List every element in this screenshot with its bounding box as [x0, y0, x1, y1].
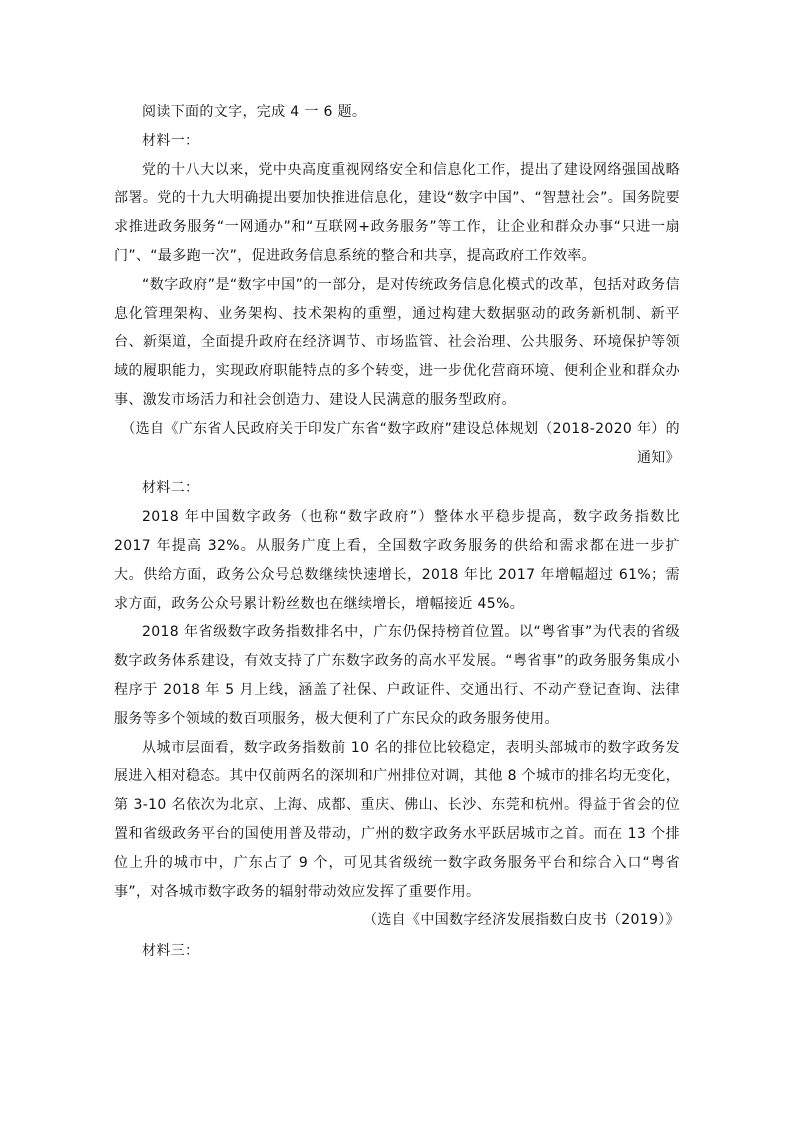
material-one-heading: 材料一：	[142, 132, 200, 149]
material-one-source: （选自《广东省人民政府关于印发广东省“数字政府”建设总体规划（2018-2020 年）的通知》	[121, 420, 680, 466]
material-three-heading: 材料三：	[142, 943, 200, 960]
material-two-heading: 材料二：	[142, 480, 200, 497]
material-two-paragraph-1: 2018 年中国数字政务（也称“数字政府”）整体水平稳步提高，数字政务指数比 2017 年提高 32%。从服务广度上看，全国数字政务服务的供给和需求都在进一步扩大。供给方面，政务公众号总数继续快速增长，2018 年比 2017 年增幅超过 61%；需求方面，政务公众号累计粉丝数也在继续增长，增幅接近 45%。	[114, 509, 680, 612]
material-two-paragraph-2: 2018 年省级数字政务指数排名中，广东仍保持榜首位置。以“粤省事”为代表的省级数字政务体系建设，有效支持了广东数字政务的高水平发展。“粤省事”的政务服务集成小程序于 2018 年 5 月上线，涵盖了社保、户政证件、交通出行、不动产登记查询、法律服务等多个领域的数百项服务，极大便利了广东民众的政务服务使用。	[114, 624, 680, 727]
reading-instruction: 阅读下面的文字，完成 4 一 6 题。	[142, 104, 367, 120]
material-one-paragraph-2: “数字政府”是“数字中国”的一部分，是对传统政务信息化模式的改革，包括对政务信息化管理架构、业务架构、技术架构的重塑，通过构建大数据驱动的政务新机制、新平台、新渠道，全面提升政府在经济调节、市场监管、社会治理、公共服务、环境保护等领域的履职能力，实现政府职能特点的多个转变，进一步优化营商环境、便利企业和群众办事、激发市场活力和社会创造力、建设人民满意的服务型政府。	[114, 276, 680, 408]
material-one-paragraph-1: 党的十八大以来，党中央高度重视网络安全和信息化工作，提出了建设网络强国战略部署。党的十九大明确提出要加快推进信息化，建设“数字中国”、“智慧社会”。国务院要求推进政务服务“一网通办”和“互联网+政务服务”等工作，让企业和群众办事“只进一扇门”、“最多跑一次”，促进政务信息系统的整合和共享，提高政府工作效率。	[114, 161, 680, 264]
material-two-paragraph-3: 从城市层面看，数字政务指数前 10 名的排位比较稳定，表明头部城市的数字政务发展进入相对稳态。其中仅前两名的深圳和广州排位对调，其他 8 个城市的排名均无变化，第 3-10 名依次为北京、上海、成都、重庆、佛山、长沙、东莞和杭州。得益于省会的位置和省级政务平台的国使用普及带动，广州的数字政务水平跃居城市之首。而在 13 个排位上升的城市中，广东占了 9 个，可见其省级统一数字政务服务平台和综合入口“粤省事”，对各城市数字政务的辐射带动效应发挥了重要作用。	[114, 739, 680, 900]
material-two-source: （选自《中国数字经济发展指数白皮书（2019）》	[362, 912, 680, 929]
document-page	[114, 98, 680, 966]
